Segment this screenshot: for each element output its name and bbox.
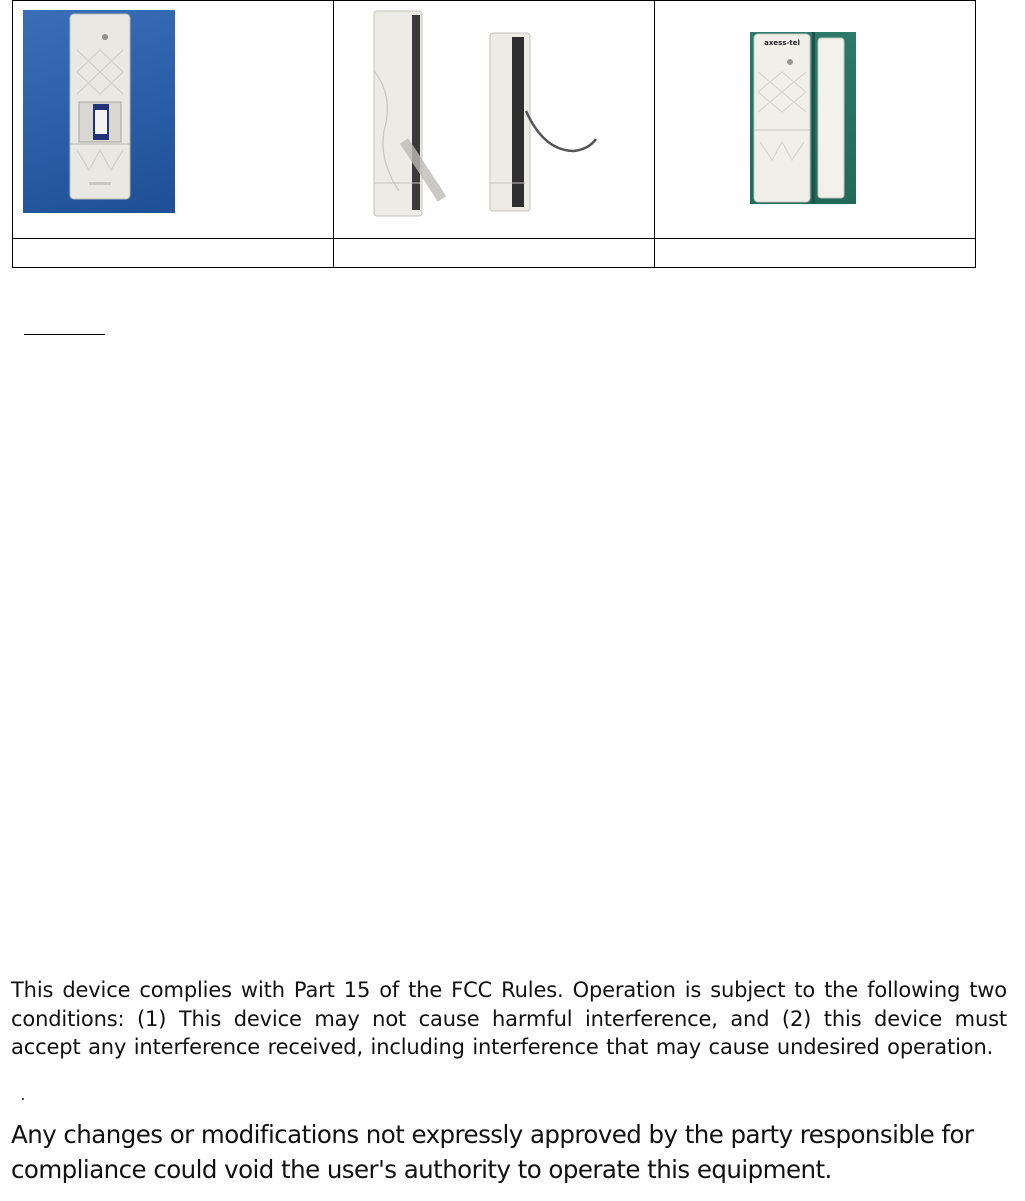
photo-cell-1 <box>13 1 334 239</box>
photo-cell-3 <box>655 1 976 239</box>
fcc-compliance-statement: This device complies with Part 15 of the FCC Rules. Operation is subject to the following two conditions: (1) This device may not cause harmful interference, and (2) this device must accept any interference received, including interference that may cause undesired operation. <box>11 978 1007 1059</box>
sensor-open-battery-image <box>23 10 175 213</box>
device-battery-photo <box>23 10 175 213</box>
photo-caption-3 <box>655 239 976 268</box>
brand-label: axess-tel <box>764 39 800 47</box>
heading-underline <box>24 334 105 335</box>
sensor-front-view-image <box>750 32 856 204</box>
stray-mark <box>22 1098 24 1100</box>
photo-caption-1 <box>13 239 334 268</box>
product-photo-table <box>12 0 976 268</box>
photo-caption-2 <box>334 239 655 268</box>
sensor-side-view-image <box>334 1 658 238</box>
device-side-photo <box>334 1 654 238</box>
device-front-photo <box>750 32 856 204</box>
modifications-warning: Any changes or modifications not expressly approved by the party responsible for compliance could void the user's authority to operate this equipment. <box>11 1120 974 1184</box>
photo-cell-2 <box>334 1 655 239</box>
